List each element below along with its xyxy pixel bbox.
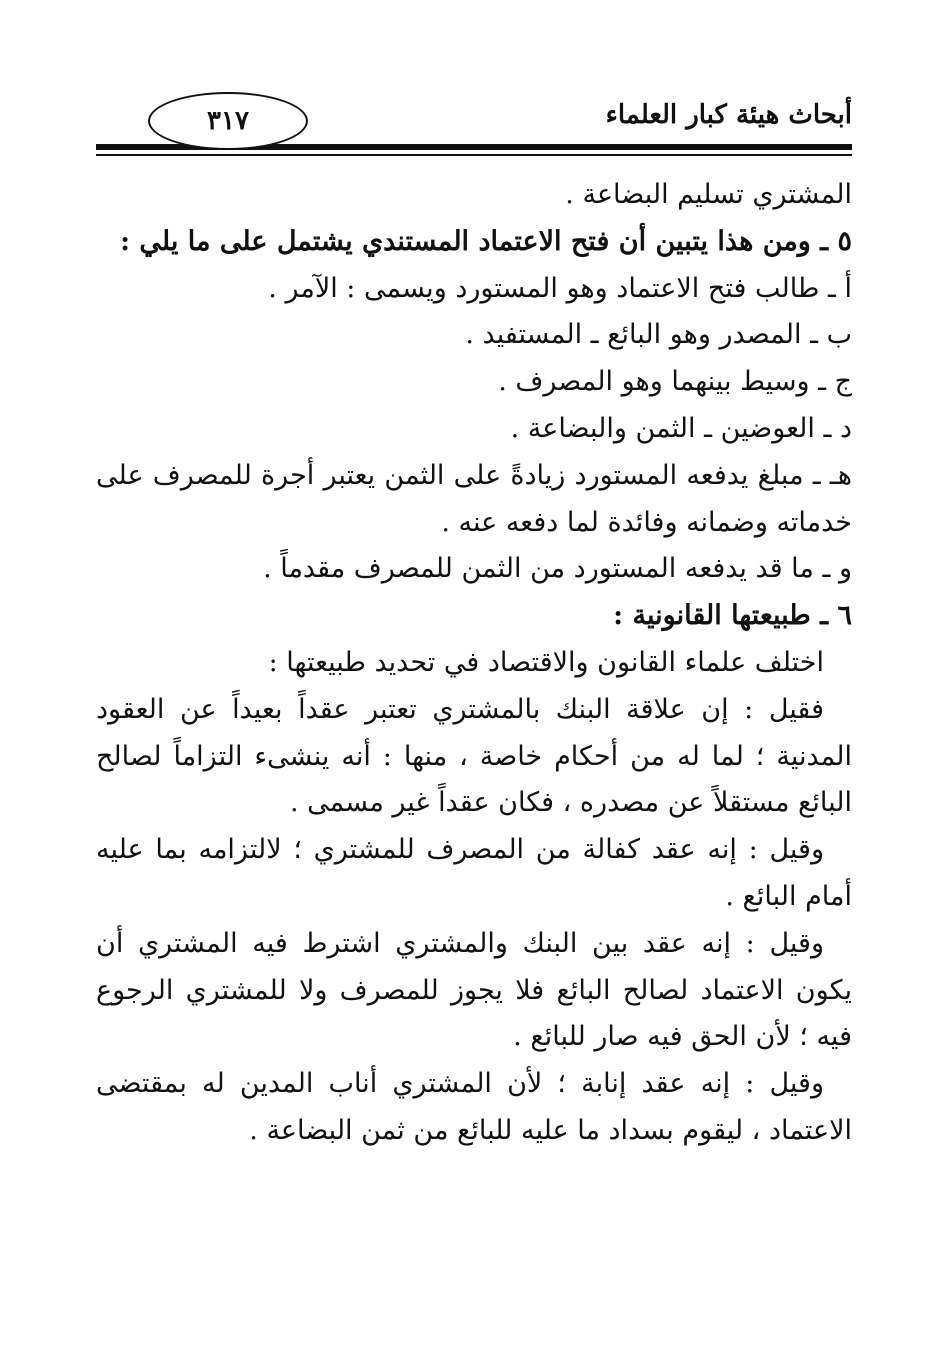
book-title: أبحاث هيئة كبار العلماء xyxy=(605,100,852,130)
paragraph: ٦ ـ طبيعتها القانونية : xyxy=(613,600,852,632)
header-rule-thin xyxy=(96,154,852,156)
paragraph: هـ ـ مبلغ يدفعه المستورد زيادةً على الثمن يعتبر أجرة للمصرف على خدماته وضمانه وفائدة لما دفعه عنه . xyxy=(96,459,852,538)
paragraph: ج ـ وسيط بينهما وهو المصرف . xyxy=(498,366,852,398)
page-header xyxy=(96,88,852,160)
page-number-oval xyxy=(148,92,308,150)
paragraph: ٥ ـ ومن هذا يتبين أن فتح الاعتماد المستندي يشتمل على ما يلي : xyxy=(120,225,852,257)
body-text xyxy=(96,172,852,1155)
paragraph: وقيل : إنه عقد إنابة ؛ لأن المشتري أناب المدين له بمقتضى الاعتماد ، ليقوم بسداد ما عليه للبائع من ثمن البضاعة . xyxy=(96,1068,852,1146)
paragraph: وقيل : إنه عقد كفالة من المصرف للمشتري ؛ لالتزامه بما عليه أمام البائع . xyxy=(96,834,852,912)
paragraph: المشتري تسليم البضاعة . xyxy=(565,179,852,210)
paragraph: و ـ ما قد يدفعه المستورد من الثمن للمصرف مقدماً . xyxy=(263,553,852,585)
page-number: ٣١٧ xyxy=(207,106,249,136)
paragraph: اختلف علماء القانون والاقتصاد في تحديد طبيعتها : xyxy=(268,646,824,678)
paragraph: أ ـ طالب فتح الاعتماد وهو المستورد ويسمى : الآمر . xyxy=(268,272,852,304)
paragraph: فقيل : إن علاقة البنك بالمشتري تعتبر عقداً بعيداً عن العقود المدنية ؛ لما له من أحكام خاصة ، منها : أنه ينشىء التزاماً لصالح البائع مستقلاً عن مصدره ، فكان عقداً غير مسمى . xyxy=(96,693,852,819)
paragraph: ب ـ المصدر وهو البائع ـ المستفيد . xyxy=(465,319,852,351)
paragraph: وقيل : إنه عقد بين البنك والمشتري اشترط فيه المشتري أن يكون الاعتماد لصالح البائع فلا يجوز للمصرف ولا للمشتري الرجوع فيه ؛ لأن الحق فيه صار للبائع . xyxy=(96,927,852,1053)
paragraph: د ـ العوضين ـ الثمن والبضاعة . xyxy=(510,412,852,444)
